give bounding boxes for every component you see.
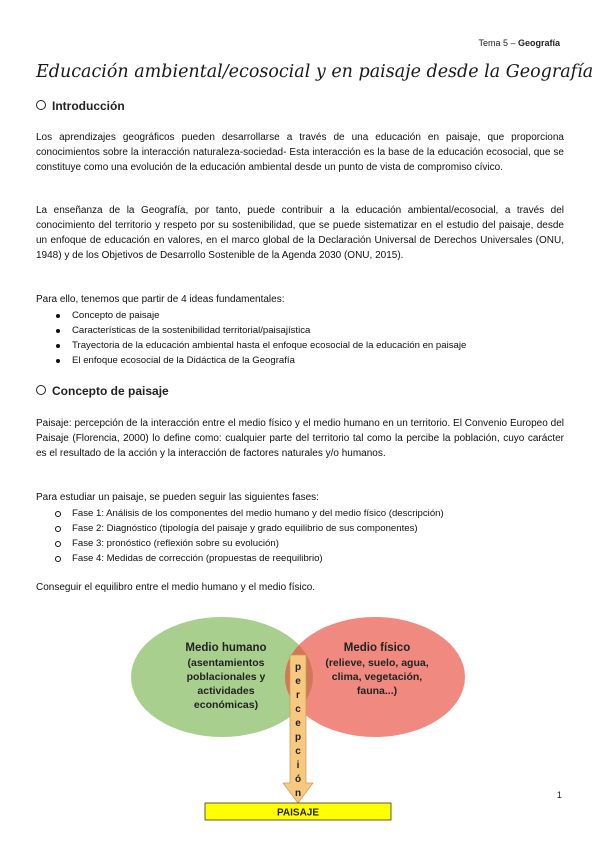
list-item: Fase 2: Diagnóstico (tipología del paisaje y grado equilibrio de sus componentes): [54, 521, 554, 536]
list-item: Fase 4: Medidas de corrección (propuestas de reequilibrio): [54, 551, 554, 566]
heading-text: Introducción: [52, 99, 125, 113]
list-item: Concepto de paisaje: [54, 308, 554, 323]
paisaje-label: PAISAJE: [276, 807, 320, 819]
medio-humano-line: poblacionales y: [186, 671, 266, 683]
list-item: Fase 1: Análisis de los componentes del medio humano y del medio físico (descripción): [54, 506, 554, 521]
concept-paragraph-3: Conseguir el equilibro entre el medio humano y el medio físico.: [36, 582, 316, 593]
page-title: Educación ambiental/ecosocial y en paisaje desde la Geografía: [36, 62, 594, 82]
arrow-letter: n: [294, 788, 302, 799]
arrow-letter: ó: [294, 774, 302, 785]
arrow-letter: i: [296, 760, 300, 771]
arrow-letter: c: [295, 746, 301, 757]
circle-bullet-icon: [36, 100, 46, 110]
intro-paragraph-1: Los aprendizajes geográficos pueden desarrollarse a través de una educación en paisaje, que proporciona conocimientos sobre la interacción naturaleza-sociedad- Esta interacción es la base de la educación ecosocial, que se constituye como una evolución de la educación ambiental desde un punto de vista de compromiso cívico.: [36, 132, 564, 173]
page-header: [478, 38, 560, 48]
medio-humano-line: actividades: [197, 685, 255, 697]
list-item: Trayectoria de la educación ambiental hasta el enfoque ecosocial de la educación en paisaje: [54, 338, 554, 353]
list-item: Características de la sostenibilidad territorial/paisajística: [54, 323, 554, 338]
medio-fisico-line: clima, vegetación,: [331, 671, 423, 683]
header-topic: Tema 5 –: [478, 38, 518, 48]
phases-list: [54, 506, 554, 566]
section-heading-intro: [36, 99, 125, 113]
arrow-letter: e: [295, 718, 301, 729]
section-heading-concept: [36, 384, 169, 398]
header-subject: Geografía: [517, 38, 560, 48]
list-item: El enfoque ecosocial de la Didáctica de la Geografía: [54, 353, 554, 368]
circle-bullet-icon: [36, 385, 46, 395]
intro-paragraph-3: Para ello, tenemos que partir de 4 ideas fundamentales:: [36, 294, 285, 305]
arrow-letter: p: [294, 732, 302, 743]
medio-fisico-line: (relieve, suelo, agua,: [325, 657, 429, 669]
concept-paragraph-2: Para estudiar un paisaje, se pueden seguir las siguientes fases:: [36, 492, 319, 503]
arrow-letter: r: [296, 690, 300, 701]
medio-humano-line: económicas): [193, 699, 259, 711]
page-number: 1: [556, 790, 562, 801]
intro-paragraph-2: La enseñanza de la Geografía, por tanto, puede contribuir a la educación ambiental/ecosocial, a través del conocimiento del territorio y respeto por su sostenibilidad, que se puede sistematizar en el estudio del paisaje, desde un enfoque de educación en valores, en el marco global de la Declaración Universal de Derechos Universales (ONU, 1948) y de los Objetivos de Desarrollo Sostenible de la Agenda 2030 (ONU, 2015).: [36, 205, 564, 261]
medio-fisico-title: Medio físico: [343, 642, 411, 654]
medio-fisico-line: fauna...): [356, 685, 398, 697]
arrow-letter: p: [294, 662, 302, 673]
list-item: Fase 3: pronóstico (reflexión sobre su evolución): [54, 536, 554, 551]
medio-humano-title: Medio humano: [185, 642, 267, 654]
heading-text: Concepto de paisaje: [52, 384, 169, 398]
landscape-venn-diagram: [0, 600, 600, 830]
ideas-list: [54, 308, 554, 368]
arrow-letter: c: [295, 704, 301, 715]
medio-humano-line: (asentamientos: [187, 657, 265, 669]
concept-paragraph-1: Paisaje: percepción de la interacción entre el medio físico y el medio humano en un territorio. El Convenio Europeo del Paisaje (Florencia, 2000) lo define como: cualquier parte del territorio tal como la percibe la población, cuyo carácter es el resultado de la acción y la interacción de factores naturales y/o humanos.: [36, 418, 564, 459]
arrow-letter: e: [295, 676, 301, 687]
